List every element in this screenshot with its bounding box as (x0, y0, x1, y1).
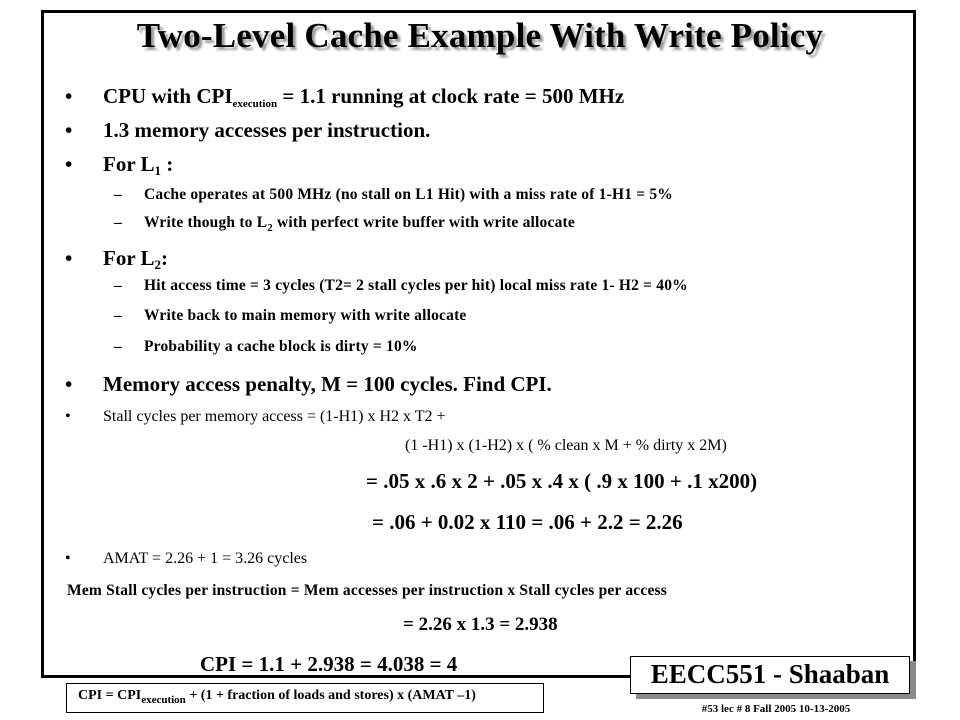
cpi-result: CPI = 1.1 + 2.938 = 4.038 = 4 (200, 652, 458, 676)
stall-formula-continuation: (1 -H1) x (1-H2) x ( % clean x M + % dirty x 2M) (405, 437, 727, 454)
equation-substitution: = .05 x .6 x 2 + .05 x .4 x ( .9 x 100 + .1 x200) (366, 469, 758, 493)
bullet-dot: • (65, 408, 71, 425)
bullet-dot: • (65, 550, 71, 567)
bullet-dot: • (65, 372, 73, 396)
bullet-dot: • (65, 84, 73, 108)
cpi-formula-box: CPI = $CPI_{execution} + (1$ + fraction of loads and stores) x (AMAT –1) (66, 683, 544, 713)
course-badge: EECC551 - Shaaban (630, 656, 910, 694)
bullet-dot: • (65, 118, 73, 142)
bullet-dot: • (65, 152, 73, 176)
mem-stall-definition: Mem Stall cycles per instruction = Mem accesses per instruction x Stall cycles per access (67, 582, 668, 599)
bullet-dot: • (65, 246, 73, 270)
mem-stall-result: = 2.26 x 1.3 = 2.938 (403, 614, 558, 635)
equation-result: = .06 + 0.02 x 110 = .06 + 2.2 = 2.26 (372, 510, 683, 534)
slide-footer: #53 lec # 8 Fall 2005 10-13-2005 (701, 703, 851, 715)
slide-title: Two-Level Cache Example With Write Policy (136, 16, 824, 55)
